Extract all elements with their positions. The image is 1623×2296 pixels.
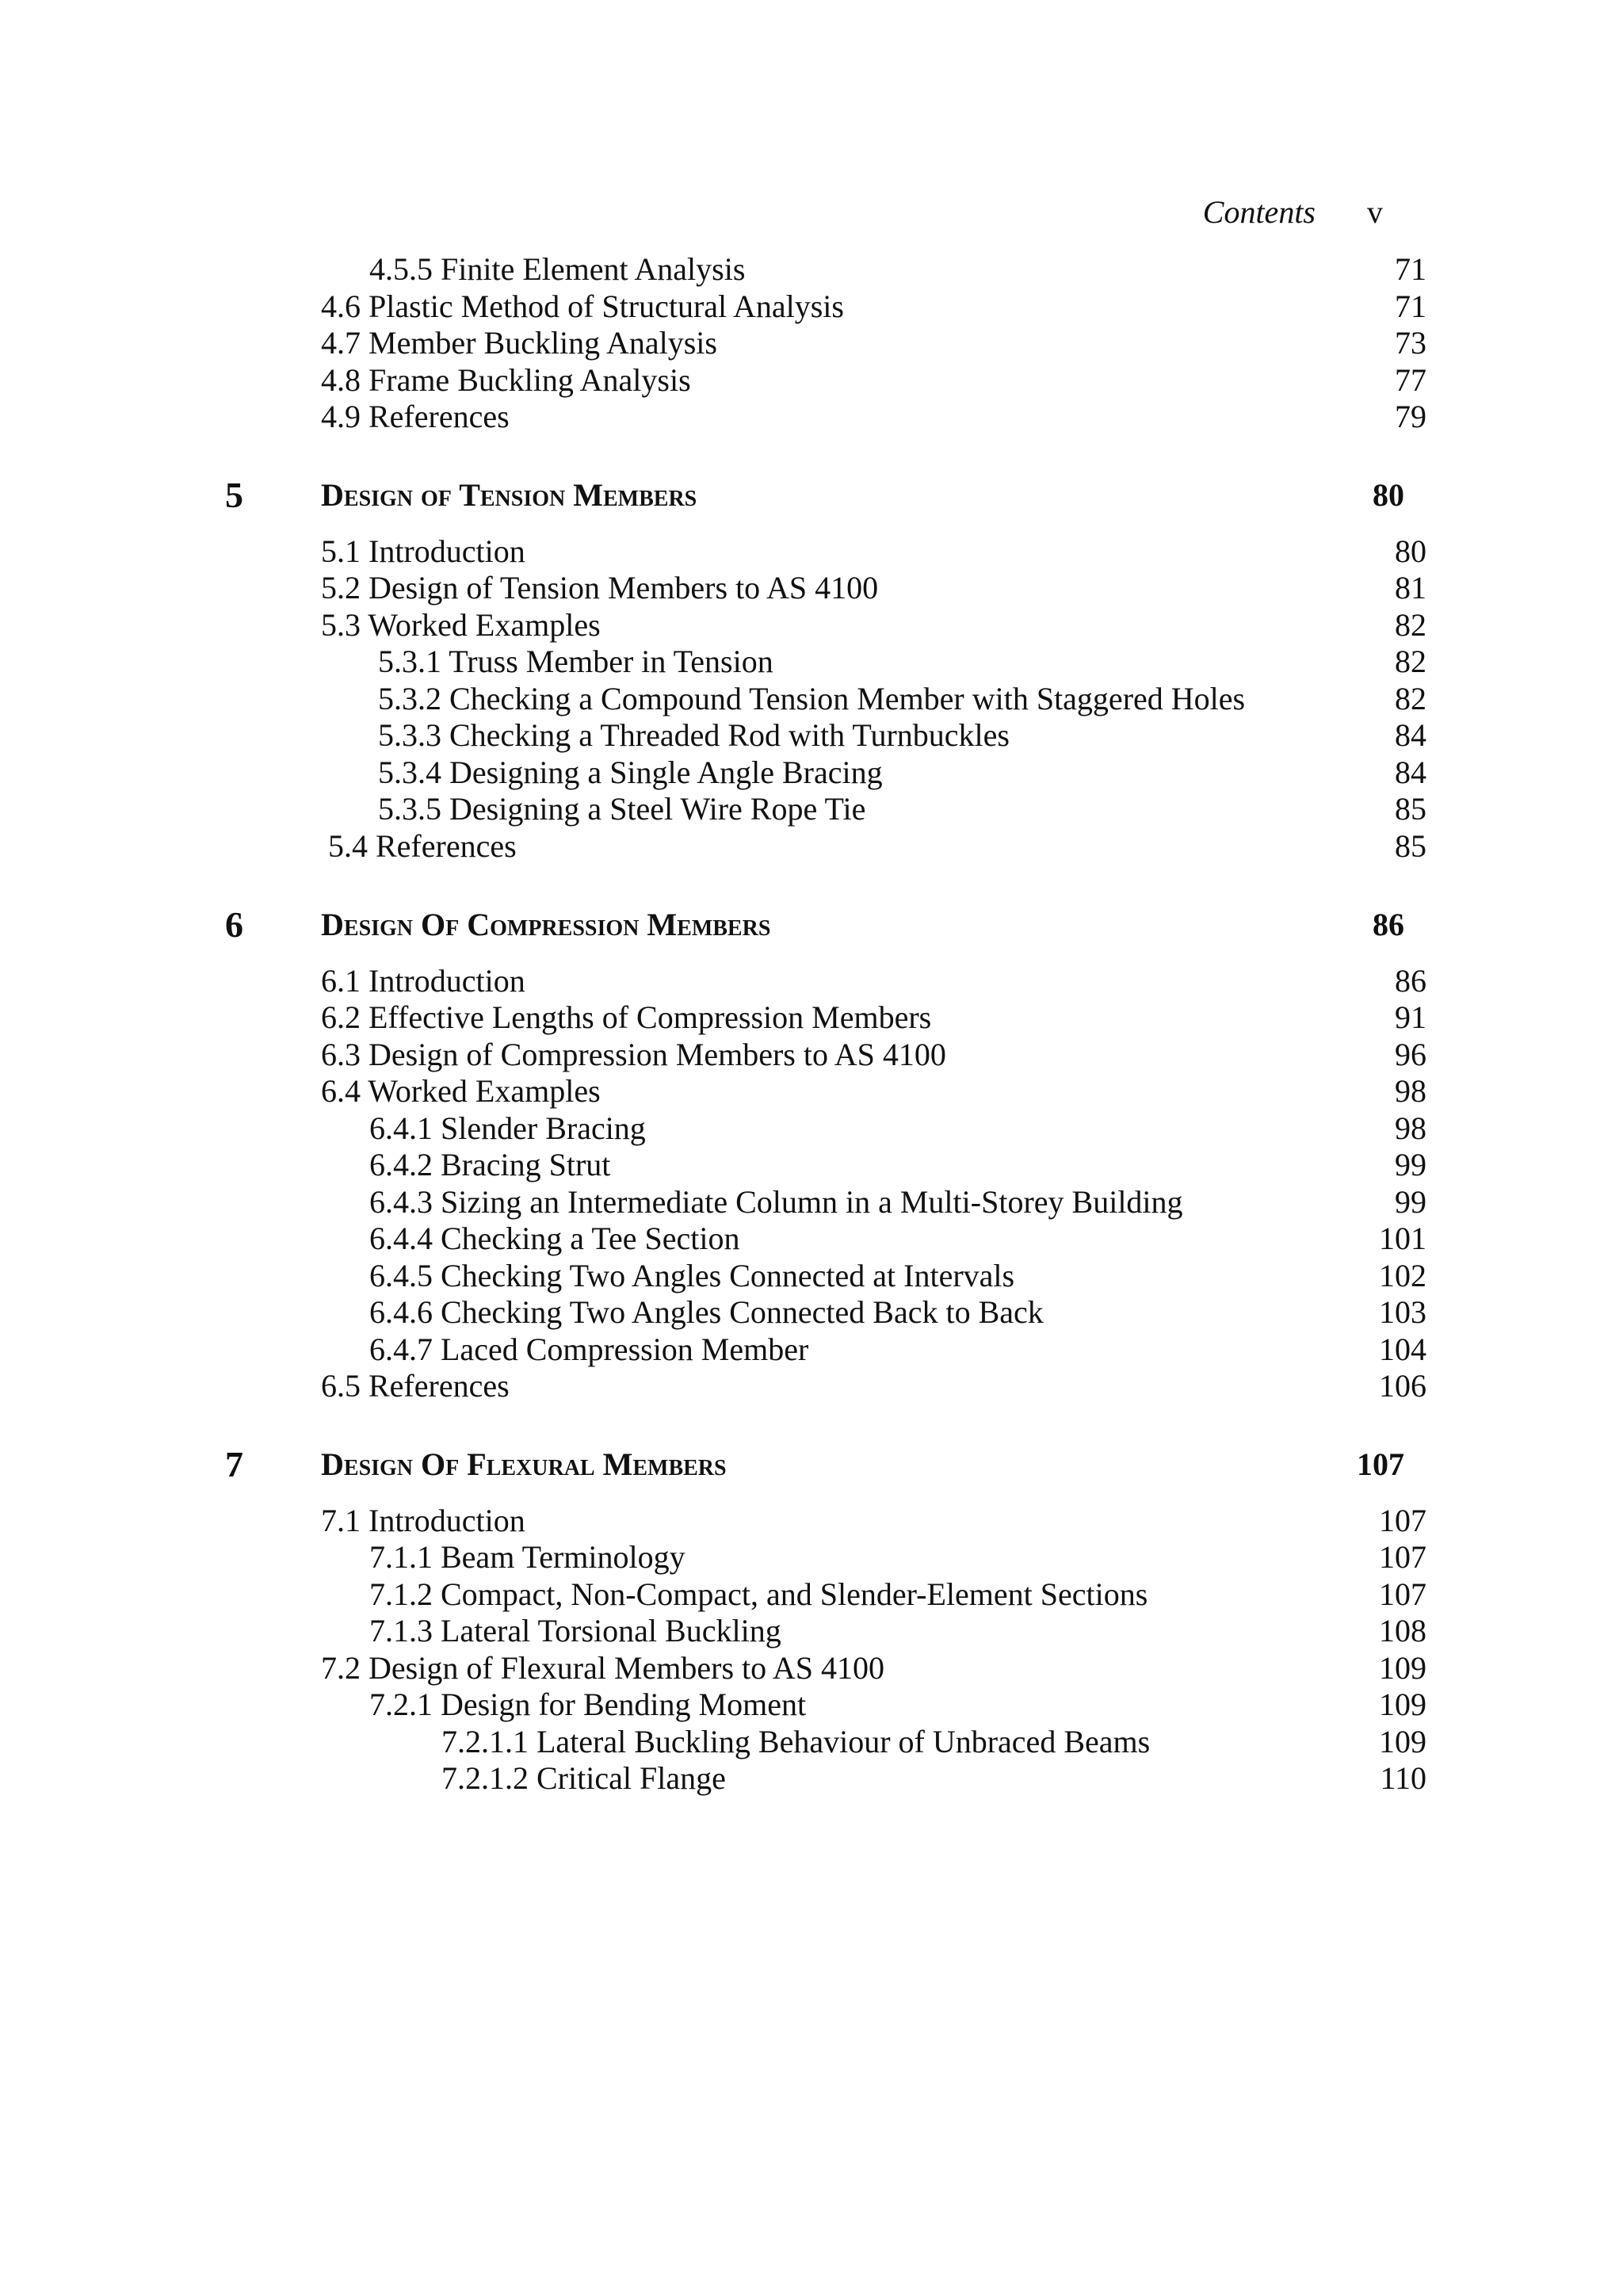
toc-entry-page: 101 (1379, 1221, 1426, 1256)
toc-entry-title: 4.6 Plastic Method of Structural Analysis (321, 288, 844, 324)
toc-entry-page: 77 (1395, 362, 1426, 398)
toc-entry[interactable] (0, 399, 1426, 435)
toc-entry-page: 110 (1380, 1760, 1426, 1796)
chapter-heading[interactable] (0, 473, 1426, 518)
toc-entry[interactable] (0, 1724, 1426, 1760)
toc-entry-title: 4.5.5 Finite Element Analysis (369, 251, 746, 287)
toc-entry-page: 79 (1395, 399, 1426, 434)
toc-entry-title: 5.4 References (328, 828, 517, 864)
toc-entry[interactable] (0, 288, 1426, 325)
toc-entry-page: 85 (1395, 828, 1426, 864)
toc-entry[interactable] (0, 1258, 1426, 1294)
toc-entry[interactable] (0, 325, 1426, 361)
toc-entry-page: 102 (1379, 1258, 1426, 1293)
toc-entry-page: 80 (1395, 533, 1426, 569)
toc-entry[interactable] (0, 717, 1426, 754)
toc-entry-title: 5.1 Introduction (321, 533, 525, 569)
toc-entry[interactable] (0, 1650, 1426, 1687)
toc-entry-page: 99 (1395, 1147, 1426, 1182)
toc-entry-page: 71 (1395, 251, 1426, 287)
toc-entry-title: 5.3.3 Checking a Threaded Rod with Turnbuckles (378, 717, 1010, 753)
toc-entry[interactable] (0, 570, 1426, 606)
toc-entry[interactable] (0, 1184, 1426, 1221)
toc-entry-title: 5.3.5 Designing a Steel Wire Rope Tie (378, 791, 866, 827)
toc-entry-page: 82 (1395, 644, 1426, 679)
toc-entry-page: 104 (1379, 1331, 1426, 1367)
toc-entry-title: 4.8 Frame Buckling Analysis (321, 362, 691, 398)
chapter-page: 80 (1373, 477, 1404, 513)
toc-entry-page: 98 (1395, 1110, 1426, 1146)
toc-entry[interactable] (0, 1613, 1426, 1649)
toc-entry-title: 6.4.3 Sizing an Intermediate Column in a Multi-Storey Building (369, 1184, 1183, 1220)
toc-entry[interactable] (0, 681, 1426, 717)
toc-entry-page: 107 (1379, 1539, 1426, 1575)
toc-entry-title: 6.4.5 Checking Two Angles Connected at Intervals (369, 1258, 1015, 1293)
toc-entry-page: 71 (1395, 288, 1426, 324)
toc-entry-title: 6.4.1 Slender Bracing (369, 1110, 646, 1146)
toc-entry[interactable] (0, 533, 1426, 570)
toc-entry-page: 99 (1395, 1184, 1426, 1220)
toc-entry-title: 7.1.2 Compact, Non-Compact, and Slender-Element Sections (369, 1576, 1148, 1612)
toc-entry[interactable] (0, 1687, 1426, 1723)
toc-entry-title: 7.2.1.2 Critical Flange (441, 1760, 726, 1796)
toc-entry-title: 6.2 Effective Lengths of Compression Members (321, 999, 932, 1035)
toc-entry-title: 7.1.3 Lateral Torsional Buckling (369, 1613, 781, 1648)
toc-entry-page: 82 (1395, 607, 1426, 643)
toc-entry-title: 5.3.2 Checking a Compound Tension Member with Staggered Holes (378, 681, 1246, 716)
toc-entry-title: 7.2.1.1 Lateral Buckling Behaviour of Unbraced Beams (441, 1724, 1151, 1759)
chapter-number: 7 (225, 1444, 243, 1484)
toc-entry-title: 6.5 References (321, 1368, 510, 1404)
toc-entry-page: 106 (1379, 1368, 1426, 1404)
toc-entry[interactable] (0, 1331, 1426, 1368)
toc-entry[interactable] (0, 362, 1426, 399)
toc-entry-title: 6.4.7 Laced Compression Member (369, 1331, 809, 1367)
toc-entry-title: 6.4.4 Checking a Tee Section (369, 1221, 740, 1256)
running-header-page-number: v (1367, 194, 1383, 230)
toc-entry[interactable] (0, 1147, 1426, 1183)
chapter-title: Design Of Flexural Members (321, 1446, 727, 1482)
chapter-heading[interactable] (0, 903, 1426, 947)
toc-entry-title: 4.9 References (321, 399, 510, 434)
toc-entry-title: 6.1 Introduction (321, 963, 525, 999)
toc-entry-title: 5.3.1 Truss Member in Tension (378, 644, 773, 679)
toc-entry-page: 84 (1395, 755, 1426, 790)
toc-entry-title: 6.3 Design of Compression Members to AS 4100 (321, 1037, 946, 1072)
toc-entry-title: 6.4.6 Checking Two Angles Connected Back to Back (369, 1294, 1044, 1330)
chapter-page: 86 (1373, 907, 1404, 942)
toc-entry-page: 109 (1379, 1650, 1426, 1686)
toc-entry-title: 7.2.1 Design for Bending Moment (369, 1687, 807, 1722)
toc-entry[interactable] (0, 828, 1426, 865)
toc-entry-page: 91 (1395, 999, 1426, 1035)
toc-entry[interactable] (0, 607, 1426, 644)
toc-entry-page: 96 (1395, 1037, 1426, 1072)
toc-entry-page: 108 (1379, 1613, 1426, 1648)
toc-entry-title: 4.7 Member Buckling Analysis (321, 325, 717, 361)
toc-entry-title: 6.4.2 Bracing Strut (369, 1147, 611, 1182)
toc-entry[interactable] (0, 1503, 1426, 1539)
toc-entry-page: 107 (1379, 1503, 1426, 1538)
toc-entry-title: 5.3 Worked Examples (321, 607, 601, 643)
toc-entry[interactable] (0, 1294, 1426, 1331)
chapter-page: 107 (1357, 1446, 1404, 1482)
toc-entry-page: 84 (1395, 717, 1426, 753)
toc-entry[interactable] (0, 1073, 1426, 1110)
chapter-number: 6 (225, 904, 243, 945)
toc-entry[interactable] (0, 1539, 1426, 1576)
toc-entry[interactable] (0, 755, 1426, 791)
toc-entry-page: 103 (1379, 1294, 1426, 1330)
toc-entry[interactable] (0, 1576, 1426, 1613)
toc-entry-title: 7.1 Introduction (321, 1503, 525, 1538)
toc-entry[interactable] (0, 251, 1426, 288)
toc-entry-page: 109 (1379, 1687, 1426, 1722)
toc-entry-page: 98 (1395, 1073, 1426, 1109)
toc-entry[interactable] (0, 1037, 1426, 1073)
toc-entry-title: 7.2 Design of Flexural Members to AS 4100 (321, 1650, 885, 1686)
toc-entry-page: 107 (1379, 1576, 1426, 1612)
toc-entry-page: 109 (1379, 1724, 1426, 1759)
toc-entry-page: 85 (1395, 791, 1426, 827)
toc-entry-title: 6.4 Worked Examples (321, 1073, 601, 1109)
toc-entry[interactable] (0, 1368, 1426, 1404)
toc-entry[interactable] (0, 644, 1426, 680)
toc-entry-title: 5.3.4 Designing a Single Angle Bracing (378, 755, 883, 790)
toc-entry[interactable] (0, 1760, 1426, 1797)
toc-entry[interactable] (0, 1221, 1426, 1257)
running-header-title: Contents (1202, 194, 1316, 230)
toc-entry[interactable] (0, 791, 1426, 827)
toc-entry-page: 82 (1395, 681, 1426, 716)
chapter-title: Design Of Compression Members (321, 907, 771, 942)
toc-entry-title: 5.2 Design of Tension Members to AS 4100 (321, 570, 879, 606)
chapter-title: Design of Tension Members (321, 477, 697, 513)
toc-entry-page: 86 (1395, 963, 1426, 999)
toc-entry-page: 73 (1395, 325, 1426, 361)
chapter-number: 5 (225, 475, 243, 515)
chapter-heading[interactable] (0, 1442, 1426, 1487)
toc-entry-page: 81 (1395, 570, 1426, 606)
toc-entry[interactable] (0, 1110, 1426, 1147)
toc-entry-title: 7.1.1 Beam Terminology (369, 1539, 685, 1575)
toc-entry[interactable] (0, 963, 1426, 999)
toc-entry[interactable] (0, 999, 1426, 1036)
